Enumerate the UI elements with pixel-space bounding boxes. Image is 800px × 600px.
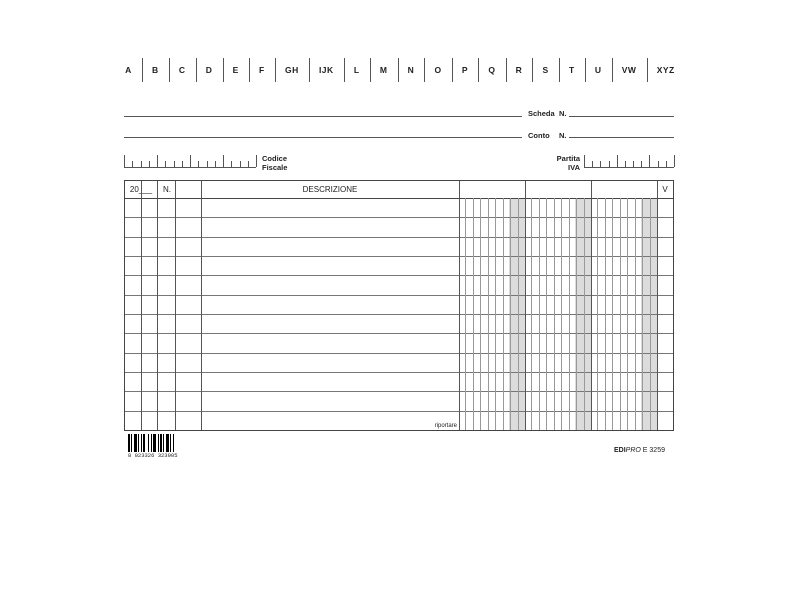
barcode-bar — [138, 434, 139, 452]
tick-mark — [617, 155, 618, 167]
barcode-bar — [128, 434, 130, 452]
barcode-bar — [148, 434, 149, 452]
column-line — [459, 181, 460, 430]
tick-mark — [256, 155, 257, 167]
tick-mark — [174, 161, 175, 167]
amount-digit-line — [503, 198, 504, 430]
index-tab: O — [424, 58, 451, 82]
index-tab: B — [142, 58, 169, 82]
amount-digit-line — [554, 198, 555, 430]
amount-digit-line — [627, 198, 628, 430]
index-tab: Q — [478, 58, 505, 82]
tick-mark — [592, 161, 593, 167]
column-line — [525, 181, 526, 430]
barcode-bar — [131, 434, 132, 452]
barcode-bar — [173, 434, 174, 452]
index-tab: U — [585, 58, 612, 82]
tick-mark — [223, 155, 224, 167]
scheda-line — [124, 116, 522, 117]
tick-mark — [207, 161, 208, 167]
index-tab: L — [344, 58, 370, 82]
carry-forward-label: riportare — [434, 423, 457, 429]
partita-iva-label — [556, 154, 580, 172]
amount-digit-line — [531, 198, 532, 430]
column-line — [141, 181, 142, 430]
amount-digit-line — [539, 198, 540, 430]
codice-fiscale-boxes — [124, 155, 256, 168]
column-line — [201, 181, 202, 430]
tick-mark — [132, 161, 133, 167]
header-description: DESCRIZIONE — [302, 185, 358, 194]
conto-number-line — [569, 137, 674, 138]
conto-line — [124, 137, 522, 138]
tick-mark — [674, 155, 675, 167]
brand-light: PRO — [625, 447, 641, 454]
tick-mark — [141, 161, 142, 167]
amount-digit-line — [576, 198, 577, 430]
index-tab: VW — [612, 58, 647, 82]
tick-mark — [633, 161, 634, 167]
amount-digit-line — [473, 198, 474, 430]
codice-fiscale-label — [262, 154, 287, 172]
codice-fiscale-label-line1: Codice — [262, 154, 288, 163]
amount-digit-line — [597, 198, 598, 430]
tick-mark — [231, 161, 232, 167]
barcode-bar — [170, 434, 171, 452]
column-line — [175, 181, 176, 430]
amount-digit-line — [642, 198, 643, 430]
barcode-bar — [143, 434, 145, 452]
barcode-bar — [163, 434, 164, 452]
scheda-number-line — [569, 116, 674, 117]
index-tab: F — [249, 58, 275, 82]
codice-fiscale-label-line2: Fiscale — [262, 163, 288, 172]
amount-digit-line — [650, 198, 651, 430]
tick-mark — [609, 161, 610, 167]
tick-mark — [600, 161, 601, 167]
tick-mark — [149, 161, 150, 167]
index-tab: T — [559, 58, 585, 82]
barcode-bar — [153, 434, 156, 452]
amount-digit-line — [518, 198, 519, 430]
tick-mark — [165, 161, 166, 167]
partita-iva-boxes — [584, 155, 674, 168]
tick-mark — [124, 155, 125, 167]
tick-mark — [157, 155, 158, 167]
tick-mark — [215, 161, 216, 167]
amount-digit-line — [546, 198, 547, 430]
amount-digit-line — [569, 198, 570, 430]
index-tab: IJK — [309, 58, 344, 82]
column-line — [591, 181, 592, 430]
amount-digit-line — [480, 198, 481, 430]
conto-label: Conto — [528, 131, 550, 140]
column-line — [157, 181, 158, 430]
brand-logo — [614, 447, 665, 454]
tick-mark — [182, 161, 183, 167]
index-tab: C — [169, 58, 196, 82]
product-code: E 3259 — [642, 447, 665, 454]
index-tab: R — [506, 58, 533, 82]
barcode-bar — [166, 434, 169, 452]
header-year: 20___ — [129, 185, 153, 194]
barcode-bar — [158, 434, 159, 452]
barcode-bar — [160, 434, 162, 452]
partita-iva-label-line1: Partita — [556, 154, 580, 163]
barcode-bar — [134, 434, 137, 452]
amount-digit-line — [605, 198, 606, 430]
amount-digit-line — [495, 198, 496, 430]
amount-digit-line — [561, 198, 562, 430]
index-tab: A — [125, 65, 132, 75]
amount-digit-line — [635, 198, 636, 430]
tick-mark — [190, 155, 191, 167]
header-check: V — [662, 185, 668, 194]
tick-mark — [641, 161, 642, 167]
index-tab: GH — [275, 58, 309, 82]
conto-number-label: N. — [559, 131, 567, 140]
scheda-label: Scheda — [528, 109, 555, 118]
index-tab: N — [398, 58, 425, 82]
index-tab: S — [532, 58, 558, 82]
index-tab: XYZ — [647, 58, 685, 82]
alphabet-index — [115, 58, 685, 82]
amount-digit-line — [620, 198, 621, 430]
index-tab: M — [370, 58, 398, 82]
amount-digit-line — [584, 198, 585, 430]
amount-digit-line — [465, 198, 466, 430]
tick-mark — [248, 161, 249, 167]
index-tab: E — [223, 58, 249, 82]
amount-digit-line — [488, 198, 489, 430]
scheda-number-label: N. — [559, 109, 567, 118]
index-tab: P — [452, 58, 478, 82]
brand-bold: EDI — [614, 447, 626, 454]
index-tab: D — [196, 58, 223, 82]
barcode — [128, 434, 176, 452]
header-number: N. — [157, 181, 176, 198]
barcode-bar — [151, 434, 152, 452]
partita-iva-label-line2: IVA — [568, 163, 580, 172]
barcode-number: 8 023326 323905 — [128, 452, 178, 459]
tick-mark — [658, 161, 659, 167]
tick-mark — [625, 161, 626, 167]
ledger-table — [124, 180, 674, 431]
tick-mark — [198, 161, 199, 167]
amount-digit-line — [510, 198, 511, 430]
tick-mark — [649, 155, 650, 167]
tick-mark — [240, 161, 241, 167]
barcode-bar — [141, 434, 142, 452]
tick-mark — [584, 155, 585, 167]
column-line — [657, 181, 658, 430]
amount-digit-line — [612, 198, 613, 430]
tick-mark — [666, 161, 667, 167]
